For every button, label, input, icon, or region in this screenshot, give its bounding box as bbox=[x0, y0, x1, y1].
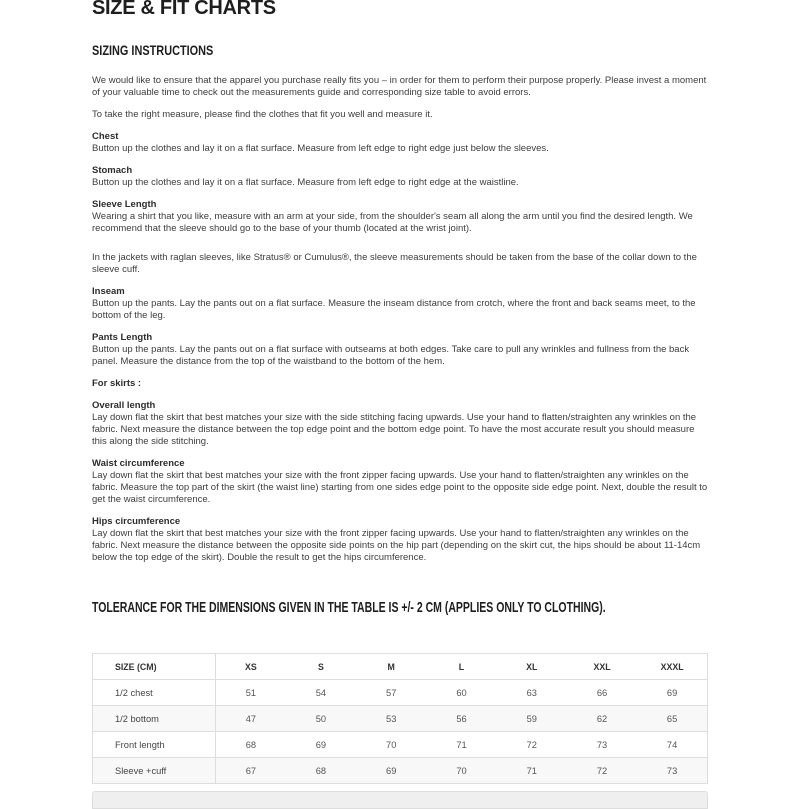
table-cell-value: 68 bbox=[286, 758, 356, 784]
table-cell-value: 59 bbox=[497, 706, 567, 732]
table-cell-value: 63 bbox=[497, 680, 567, 706]
intro-paragraph: To take the right measure, please find the clothes that fit you well and measure it. bbox=[92, 109, 433, 120]
section-heading: Sleeve Length bbox=[92, 199, 157, 210]
table-cell-value: 50 bbox=[286, 706, 356, 732]
size-table-header-cell: XXL bbox=[593, 661, 611, 672]
table-cell-value: 66 bbox=[567, 680, 637, 706]
size-table-header-cell: XL bbox=[526, 661, 538, 672]
measurement-section bbox=[92, 199, 708, 235]
table-row bbox=[93, 706, 708, 732]
table-cell-value: 65 bbox=[637, 706, 707, 732]
measurement-section bbox=[92, 286, 708, 322]
tolerance-heading: TOLERANCE FOR THE DIMENSIONS GIVEN IN THE TABLE IS +/- 2 CM (APPLIES ONLY TO CLOTHING). bbox=[92, 599, 606, 616]
section-heading: Waist circumference bbox=[92, 458, 185, 469]
table-cell-value: 54 bbox=[286, 680, 356, 706]
section-paragraph: Wearing a shirt that you like, measure with an arm at your side, from the shoulder's seam all along the arm until you find the desired length. We recommend that the sleeve should go to the base of your thumb (located at the wrist joint). bbox=[92, 211, 693, 234]
table-cell-value: 69 bbox=[286, 732, 356, 758]
table-row bbox=[93, 732, 708, 758]
table-cell-label: Sleeve +cuff bbox=[93, 758, 216, 784]
page-title: SIZE & FIT CHARTS bbox=[92, 0, 276, 19]
table-cell-value: 62 bbox=[567, 706, 637, 732]
section-heading: Overall length bbox=[92, 400, 156, 411]
table-cell-value: 71 bbox=[497, 758, 567, 784]
section-paragraph: Button up the pants. Lay the pants out on a flat surface with outseams at both edges. Take care to pull any wrinkles and fullness from the back panel. Measure the distance from the top of the waistband to the bottom of the hem. bbox=[92, 344, 690, 367]
table-row bbox=[93, 680, 708, 706]
table-cell-value: 47 bbox=[216, 706, 286, 732]
table-cell-value: 72 bbox=[497, 732, 567, 758]
measurement-section bbox=[92, 252, 708, 276]
size-table-header-cell: XS bbox=[245, 661, 257, 672]
table-cell-value: 69 bbox=[356, 758, 426, 784]
intro-block bbox=[92, 75, 708, 121]
size-table-header-cell: SIZE (CM) bbox=[93, 654, 216, 680]
size-table bbox=[92, 653, 708, 784]
table-cell-value: 56 bbox=[426, 706, 496, 732]
section-heading: Hips circumference bbox=[92, 516, 181, 527]
section-paragraph: Button up the pants. Lay the pants out on a flat surface. Measure the inseam distance from crotch, where the front and back seams meet, to the bottom of the leg. bbox=[92, 298, 696, 321]
intro-paragraph: We would like to ensure that the apparel you purchase really fits you – in order for them to perform their purpose properly. Please invest a moment of your valuable time to check out the measurements guide and corresponding size table to avoid errors. bbox=[92, 75, 707, 98]
size-table-header-cell: L bbox=[458, 661, 465, 672]
measurement-section bbox=[92, 332, 708, 368]
section-heading: Pants Length bbox=[92, 332, 153, 343]
table-cell-value: 71 bbox=[426, 732, 496, 758]
size-fit-charts-page bbox=[92, 0, 708, 809]
sizing-instructions-subtitle: SIZING INSTRUCTIONS bbox=[92, 42, 214, 58]
table-cell-value: 73 bbox=[637, 758, 707, 784]
size-table-header-cell: M bbox=[387, 661, 395, 672]
section-heading: Stomach bbox=[92, 165, 133, 176]
section-paragraph: Button up the clothes and lay it on a flat surface. Measure from left edge to right edge at the waistline. bbox=[92, 177, 519, 188]
table-cell-label: Front length bbox=[93, 732, 216, 758]
size-table-body bbox=[93, 680, 708, 784]
table-cell-label: 1/2 chest bbox=[93, 680, 216, 706]
table-cell-value: 57 bbox=[356, 680, 426, 706]
table-cell-label: 1/2 bottom bbox=[93, 706, 216, 732]
table-cell-value: 70 bbox=[356, 732, 426, 758]
table-cell-value: 51 bbox=[216, 680, 286, 706]
table-cell-value: 53 bbox=[356, 706, 426, 732]
section-paragraph: Button up the clothes and lay it on a flat surface. Measure from left edge to right edge just below the sleeves. bbox=[92, 143, 549, 154]
table-cell-value: 70 bbox=[426, 758, 496, 784]
measurement-section bbox=[92, 516, 708, 564]
second-table-top-edge bbox=[92, 791, 708, 809]
measurement-section bbox=[92, 378, 708, 390]
table-row bbox=[93, 758, 708, 784]
size-table-header-cell: S bbox=[317, 661, 324, 672]
table-cell-value: 74 bbox=[637, 732, 707, 758]
measurement-section bbox=[92, 131, 708, 155]
table-cell-value: 67 bbox=[216, 758, 286, 784]
section-paragraph: Lay down flat the skirt that best matches your size with the front zipper facing upwards. Use your hand to flatten/straighten any wrinkles on the fabric. Measure the top part of the skirt (the waist line) starting from one sides edge point to the opposite side edge point. Next, double the result to get the waist circumference. bbox=[92, 470, 708, 505]
table-cell-value: 60 bbox=[426, 680, 496, 706]
table-cell-value: 72 bbox=[567, 758, 637, 784]
section-paragraph: In the jackets with raglan sleeves, like Stratus® or Cumulus®, the sleeve measurements should be taken from the base of the collar down to the sleeve cuff. bbox=[92, 252, 697, 275]
section-heading: For skirts : bbox=[92, 378, 142, 389]
section-paragraph: Lay down flat the skirt that best matches your size with the side stitching facing upwards. Use your hand to flatten/straighten any wrinkles on the fabric. Next measure the distance between the top edge point and the bottom edge point. To have the most accurate result you should measure this along the side stitching. bbox=[92, 412, 697, 447]
table-cell-value: 69 bbox=[637, 680, 707, 706]
size-table-head bbox=[93, 654, 708, 680]
measurement-section bbox=[92, 400, 708, 448]
table-cell-value: 68 bbox=[216, 732, 286, 758]
size-table-header-row bbox=[93, 654, 708, 680]
section-heading: Chest bbox=[92, 131, 119, 142]
table-cell-value: 73 bbox=[567, 732, 637, 758]
measurement-instructions bbox=[92, 131, 708, 564]
measurement-section bbox=[92, 165, 708, 189]
section-paragraph: Lay down flat the skirt that best matches your size with the front zipper facing upwards. Use your hand to flatten/straighten any wrinkles on the fabric. Next measure the distance between the opposite side points on the hip part (depending on the skirt cut, the hips should be about 11-14cm below the top edge of the skirt). Double the result to get the hips circumference. bbox=[92, 528, 701, 563]
size-table-header-cell: XXXL bbox=[660, 661, 684, 672]
section-heading: Inseam bbox=[92, 286, 125, 297]
measurement-section bbox=[92, 458, 708, 506]
